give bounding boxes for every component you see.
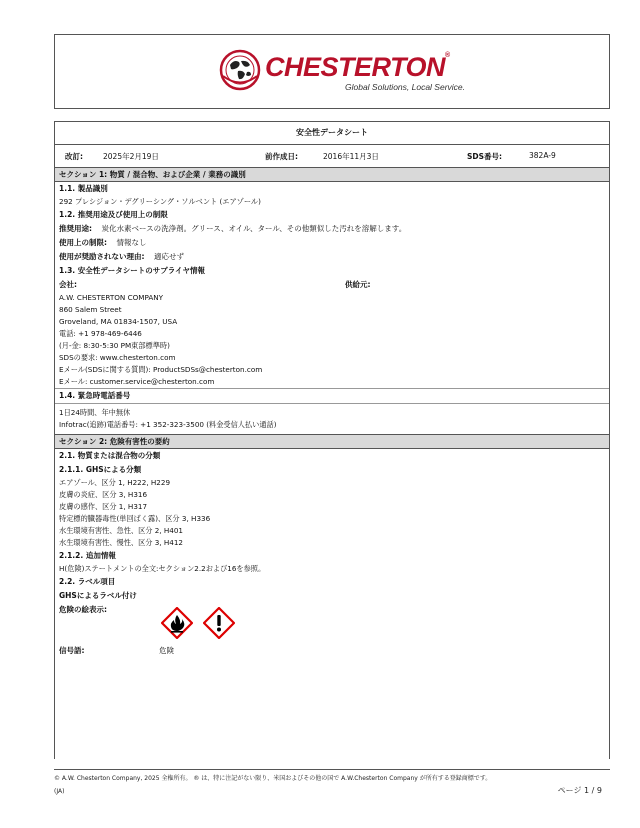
recommended-use-row: 推奨用途: 炭化水素ベースの洗浄剤。グリース、オイル、タール、その他類似した汚れを溶解します。: [59, 224, 407, 233]
section-2-heading: セクション 2: 危険有害性の要約: [55, 434, 609, 449]
company-line: Groveland, MA 01834-1507, USA: [59, 317, 178, 326]
hazard-class: エアゾール、区分 1, H222, H229: [59, 478, 171, 487]
sds-document: [54, 121, 610, 759]
globe-icon: [219, 49, 261, 91]
document-meta: [55, 145, 609, 168]
sds-number-label: SDS番号:: [467, 152, 503, 161]
hazard-class: 特定標的臓器毒性(単回ばく露)、区分 3, H336: [59, 514, 211, 523]
revised-label: 改訂:: [65, 152, 83, 161]
sds-number-value: 382A-9: [529, 151, 556, 160]
company-line: 電話: +1 978-469-6446: [59, 329, 142, 338]
s1-1-title: 1.1. 製品識別: [59, 184, 108, 193]
company-line: A.W. CHESTERTON COMPANY: [59, 293, 163, 302]
s2-1-title: 2.1. 物質または混合物の分類: [59, 451, 161, 460]
company-line: Eメール(SDSに関する質問): ProductSDSs@chesterton.com: [59, 365, 263, 374]
company-line: Eメール: customer.service@chesterton.com: [59, 377, 215, 386]
chesterton-logo: [219, 49, 519, 97]
footer-divider: [54, 769, 610, 770]
section-1-heading: セクション 1: 物質 / 混合物、および企業 / 業務の識別: [55, 168, 609, 182]
brand-tagline: Global Solutions, Local Service.: [345, 82, 466, 92]
s2-1-1-title: 2.1.1. GHSによる分類: [59, 465, 142, 474]
company-line: SDSの要求: www.chesterton.com: [59, 353, 176, 362]
page-number: ページ 1 / 9: [557, 786, 602, 795]
header-logo-box: [54, 34, 610, 109]
not-recommended-row: 使用が奨励されない理由: 適応せず: [59, 252, 185, 261]
prev-date-label: 前作成日:: [265, 152, 298, 161]
emergency-line: 1日24時間、年中無休: [59, 408, 131, 417]
s1-2-title: 1.2. 推奨用途及び使用上の制限: [59, 210, 168, 219]
restriction-row: 使用上の制限: 情報なし: [59, 238, 147, 247]
emergency-line: Infotrac(追跡)電話番号: +1 352-323-3500 (料金受信人払い通話): [59, 420, 277, 429]
ghs-label-title: GHSによるラベル付け: [59, 591, 137, 600]
exclamation-icon: [203, 607, 235, 639]
signal-word-row: 信号語: 危険: [59, 646, 174, 655]
s2-2-title: 2.2. ラベル項目: [59, 577, 116, 586]
brand-name: CHESTERTON®: [265, 52, 450, 82]
hazard-class: 皮膚の感作、区分 1, H317: [59, 502, 148, 511]
prev-date-value: 2016年11月3日: [323, 152, 379, 161]
pictogram-row: 危険の絵表示:: [55, 603, 609, 643]
hazard-class: 水生環境有害性、慢性、区分 3, H412: [59, 538, 183, 547]
revised-value: 2025年2月19日: [103, 152, 159, 161]
flame-icon: [161, 607, 193, 639]
additional-info: H(危険)ステートメントの全文:セクション2.2および16を参照。: [59, 564, 266, 573]
company-line: 860 Salem Street: [59, 305, 122, 314]
s1-4-title: 1.4. 緊急時電話番号: [55, 388, 609, 404]
company-line: (月-金: 8:30-5:30 PM東部標準時): [59, 341, 170, 350]
s2-1-2-title: 2.1.2. 追加情報: [59, 551, 116, 560]
document-title: 安全性データシート: [55, 122, 609, 145]
s1-3-title: 1.3. 安全性データシートのサプライヤ情報: [59, 266, 206, 275]
company-supplier-row: 会社: 供給元:: [59, 280, 371, 289]
footer-language: (JA): [54, 788, 65, 795]
product-identifier: 292 プレシジョン・デグリーシング・ソルベント (エアゾール): [59, 197, 261, 206]
footer-copyright: © A.W. Chesterton Company, 2025 全権所有。 ® は、特に注記がない限り、米国およびその他の国で A.W.Chesterton Company が所有する登録商標です。: [54, 775, 492, 782]
hazard-class: 皮膚の炎症、区分 3, H316: [59, 490, 148, 499]
hazard-class: 水生環境有害性、急性、区分 2, H401: [59, 526, 183, 535]
